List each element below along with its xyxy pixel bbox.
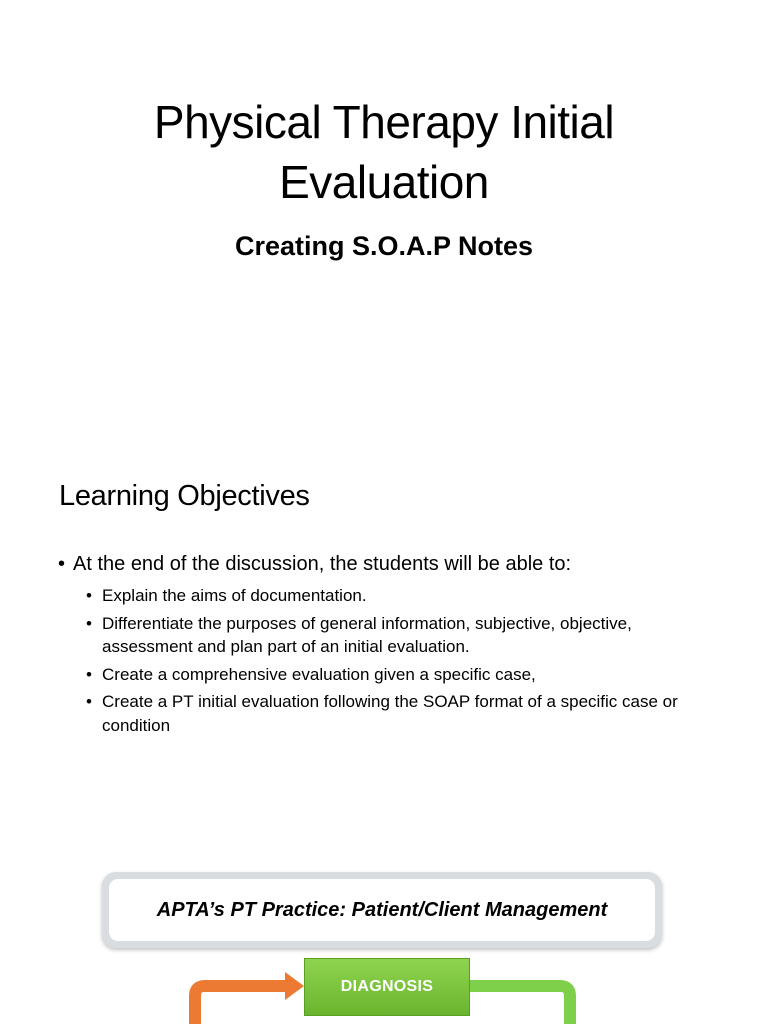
green-flow-arrow xyxy=(470,986,570,1024)
diagnosis-box xyxy=(304,958,470,1016)
page-title xyxy=(0,92,768,212)
bullet-marker: • xyxy=(86,664,92,684)
list-item xyxy=(86,663,686,687)
list-item-text: Create a comprehensive evaluation given a specific case, xyxy=(102,664,536,684)
patient-management-slide xyxy=(0,820,768,1024)
orange-arrow-head xyxy=(285,972,304,1000)
diagnosis-label: DIAGNOSIS xyxy=(340,978,434,995)
title-line-1: Physical Therapy Initial xyxy=(153,96,615,148)
list-item-text: Differentiate the purposes of general information, subjective, objective, assessment and plan part of an initial evaluation. xyxy=(102,613,632,656)
title-slide xyxy=(0,0,768,440)
main-bullet-text: At the end of the discussion, the students will be able to: xyxy=(73,553,572,575)
apta-title-box xyxy=(102,872,662,948)
list-item xyxy=(86,584,686,608)
page-subtitle: Creating S.O.A.P Notes xyxy=(234,231,534,261)
bullet-marker: • xyxy=(58,553,66,575)
list-item xyxy=(86,612,686,659)
objectives-list xyxy=(86,584,686,741)
list-item-text: Explain the aims of documentation. xyxy=(102,586,367,605)
learning-objectives-heading: Learning Objectives xyxy=(59,480,310,512)
title-line-2: Evaluation xyxy=(279,156,489,208)
list-item-text: Create a PT initial evaluation following the SOAP format of a specific case or condition xyxy=(102,692,678,735)
orange-flow-arrow xyxy=(195,986,288,1024)
bullet-marker: • xyxy=(86,692,92,711)
bullet-marker: • xyxy=(86,613,92,633)
apta-title-text: APTA’s PT Practice: Patient/Client Management xyxy=(156,898,608,921)
main-bullet xyxy=(58,551,738,577)
bullet-marker: • xyxy=(86,586,92,605)
apta-title-inner xyxy=(109,879,655,941)
learning-objectives-slide xyxy=(0,440,768,820)
list-item xyxy=(86,690,686,737)
